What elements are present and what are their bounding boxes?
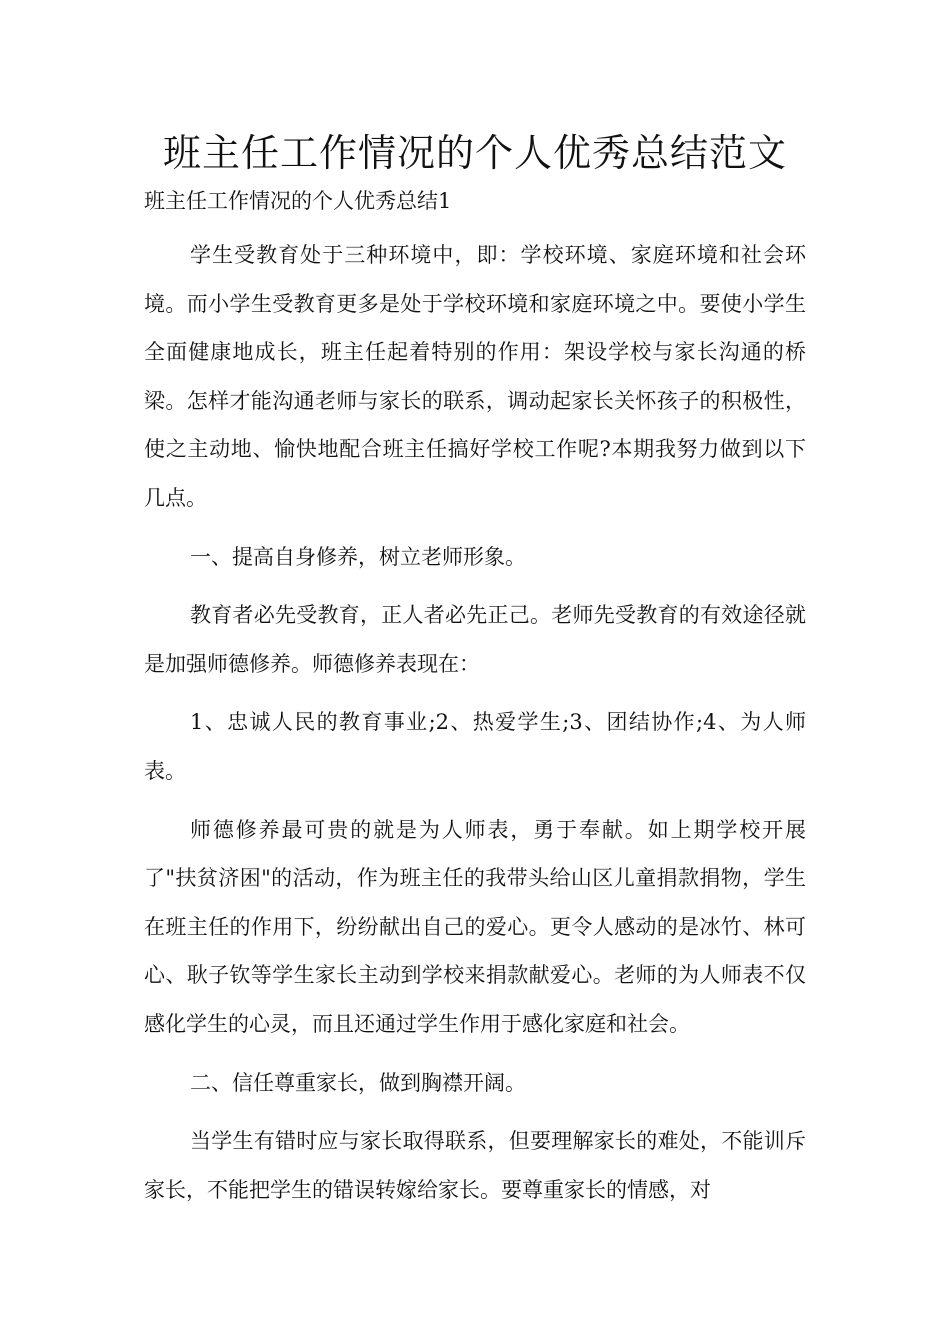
paragraph-intro: 学生受教育处于三种环境中，即：学校环境、家庭环境和社会环境。而小学生受教育更多是处于学校环境和家庭环境之中。要使小学生全面健康地成长，班主任起着特别的作用：架设学校与家长沟通的桥梁。怎样才能沟通老师与家长的联系，调动起家长关怀孩子的积极性，使之主动地、愉快地配合班主任搞好学校工作呢?本期我努力做到以下几点。 — [144, 243, 806, 510]
paragraph-virtues-list: 1、忠诚人民的教育事业;2、热爱学生;3、团结协作;4、为人师表。 — [144, 710, 806, 783]
heading-section-one: 一、提高自身修养，树立老师形象。 — [190, 544, 526, 569]
paragraph-teacher-education: 教育者必先受教育，正人者必先正己。老师先受教育的有效途径就是加强师德修养。师德修养表现在： — [144, 603, 806, 676]
heading-section-two: 二、信任尊重家长，做到胸襟开阔。 — [190, 1070, 526, 1095]
paragraph-role-model: 师德修养最可贵的就是为人师表，勇于奉献。如上期学校开展了"扶贫济困"的活动，作为班主任的我带头给山区儿童捐款捐物，学生在班主任的作用下，纷纷献出自己的爱心。更令人感动的是冰竹、林可心、耿子钦等学生家长主动到学校来捐款献爱心。老师的为人师表不仅感化学生的心灵，而且还通过学生作用于感化家庭和社会。 — [144, 817, 806, 1036]
document-body — [144, 231, 806, 1214]
document-title: 班主任工作情况的个人优秀总结范文 — [162, 131, 787, 175]
paragraph-respect-parents: 当学生有错时应与家长取得联系，但要理解家长的难处，不能训斥家长，不能把学生的错误转嫁给家长。要尊重家长的情感，对 — [144, 1129, 806, 1202]
section-subtitle: 班主任工作情况的个人优秀总结1 — [144, 189, 452, 213]
